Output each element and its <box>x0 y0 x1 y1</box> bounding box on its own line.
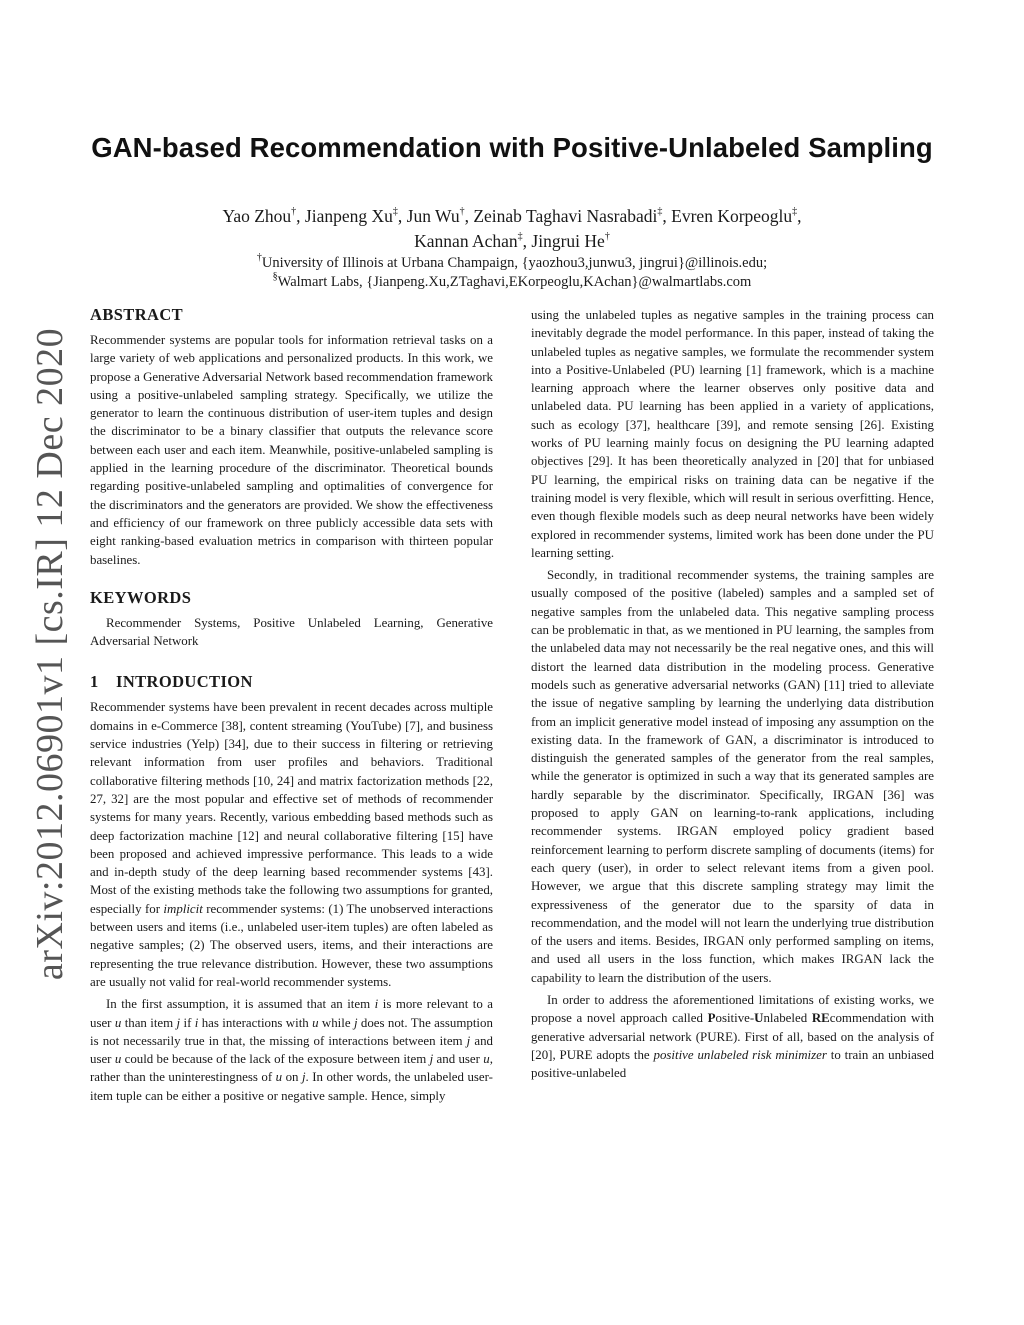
math-var: u <box>275 1070 283 1085</box>
text-run: ositive- <box>715 1011 755 1026</box>
section-title: INTRODUCTION <box>116 672 253 692</box>
text-run: . In other words, the unlabeled user-item tuple can be either a positive or negative sample. Hence, simply <box>90 1070 493 1103</box>
text-run: while <box>321 1015 351 1030</box>
affiliation-text: University of Illinois at Urbana Champaign, {yaozhou3,junwu3, jingrui}@illinois.edu; <box>261 255 768 271</box>
text-run: recommender systems: (1) The unobserved interactions between users and items (i.e., unlabeled user-item tuples) are often labeled as negative samples; (2) The observed users, items, and their interactions are representing the true relevance distribution. However, these two assumptions are usually not valid for real-world recommender systems. <box>90 901 493 989</box>
text-run: and user <box>436 1052 480 1067</box>
author-list-line-2: Kannan Achan‡, Jingrui He† <box>414 231 610 251</box>
text-run: does not. The assumption is not necessarily true in that, the missing of interactions between item <box>90 1015 493 1048</box>
text-run: than item <box>124 1015 174 1030</box>
intro-paragraph-5 <box>531 991 934 1082</box>
text-run: on <box>285 1070 299 1085</box>
text-run: In the first assumption, it is assumed that an item <box>106 997 371 1012</box>
affiliation-mark: § <box>272 271 278 283</box>
author-name: Kannan Achan <box>414 231 518 251</box>
math-var: j <box>353 1015 358 1030</box>
math-var: u <box>483 1052 490 1067</box>
author-name: Jun Wu <box>406 206 460 226</box>
math-var: u <box>114 1052 122 1067</box>
text-run: has interactions with <box>201 1015 309 1030</box>
intro-paragraph-1 <box>90 698 493 991</box>
text-run: and user <box>90 1033 493 1067</box>
math-var: j <box>466 1033 471 1048</box>
abstract-heading: ABSTRACT <box>90 305 184 324</box>
affiliation-mark: † <box>256 252 262 264</box>
intro-paragraph-2 <box>90 995 493 1105</box>
text-run: , rather than the uninterestingness of <box>90 1052 493 1085</box>
intro-paragraph-4: Secondly, in traditional recommender systems, the training samples are usually composed of the positive (labeled) samples and a sampled set of negative samples from the unlabeled data. This negative sampling process can be problematic in that, as we mentioned in PU learning, the samples from the unlabeled data may not necessarily be the real negative ones, and this will distort the learned data distribution in the modeling process. Generative models such as generative adversarial networks (GAN) [11] tried to alleviate the issue of negative sampling by learning the underlying data distribution from an implicit generative model instead of imposing any assumption on the existing data. In the framework of GAN, a discriminator is introduced to distinguish the generated samples of the generator from the real samples, while the generator is optimized in such a way that its generated samples are hardly separable by the discriminator. Specifically, IRGAN [36] was proposed to apply GAN on learning-to-rank applications, including recommender systems. IRGAN employed policy gradient based reinforcement learning to perform discrete sampling of documents (items) for each query (user), in order to select relevant items from a given pool. However, we argue that this discrete sampling strategy may limit the expressiveness of the generator due to the sparsity of data in recommendation, and the model will not learn the underlying true distribution of the users and items. Besides, IRGAN only performed sampling on items, and used all users in the loss function, which makes IRGAN lack the capability to learn the distribution of the users. <box>531 568 934 985</box>
author-name: Zeinab Taghavi Nasrabadi <box>473 206 658 226</box>
intro-paragraph-3: using the unlabeled tuples as negative samples in the training process can inevitably degrade the model performance. In this paper, instead of taking the unlabeled tuples as negative samples, we formulate the recommender system into a Positive-Unlabeled (PU) learning [1] framework, which is a machine learning approach where the learner observes only positive data and unlabeled data. PU learning has been applied in a variety of applications, such as ecology [37], healthcare [39], and remote sensing [26]. Existing works of PU learning mainly focus on designing the PU learning adapted objectives [29]. It has been theoretically analyzed in [20] that for unbiased PU learning, the empirical risks on training data can be negative if the training model is very flexible, which will result in serious overfitting. Hence, even though flexible models such as deep neural networks have been widely explored in recommender systems, limited work has been done under the PU learning setting. <box>531 308 934 560</box>
arxiv-identifier <box>27 327 73 981</box>
affiliation-mark: ‡ <box>392 206 398 218</box>
text-run: to train an unbiased positive-unlabeled <box>531 1047 934 1081</box>
math-var: i <box>374 997 379 1012</box>
text-run: nlabeled <box>763 1011 808 1026</box>
affiliation-1 <box>80 254 944 272</box>
math-var: i <box>194 1015 199 1030</box>
affiliation-mark: † <box>604 231 610 243</box>
arxiv-identifier-text: arXiv:2012.06901v1 [cs.IR] 12 Dec 2020 <box>29 327 71 981</box>
author-name: Evren Korpeoglu <box>671 206 793 226</box>
author-name: Jingrui He <box>531 231 605 251</box>
bold-letter: RE <box>811 1011 830 1026</box>
abstract-text: Recommender systems are popular tools for information retrieval tasks on a large variety of web applications and personalized products. In this work, we propose a Generative Adversarial Network based recommendation framework using a positive-unlabeled sampling strategy. Specifically, we utilize the generator to learn the continuous distribution of user-item tuples and design the discriminator to be a binary classifier that outputs the relevance score between each user and each item. Meanwhile, positive-unlabeled sampling is applied in the learning procedure of the discriminator. Theoretical bounds regarding positive-unlabeled sampling and optimalities of convergence for the discriminators and the generators are provided. We show the effectiveness and efficiency of our framework on three publicly accessible data sets with eight ranking-based evaluation metrics in comparison with thirteen popular baselines. <box>90 333 493 567</box>
bold-letter: P <box>707 1011 716 1026</box>
bold-letter: U <box>754 1011 764 1026</box>
keywords-text: Recommender Systems, Positive Unlabeled Learning, Generative Adversarial Network <box>90 615 493 649</box>
affiliation-2 <box>80 273 944 291</box>
text-run: commendation with generative adversarial network (PURE). First of all, based on the analysis of [20], PURE adopts the <box>531 1011 934 1062</box>
math-var: j <box>429 1052 434 1067</box>
text-run: could be because of the lack of the exposure between item <box>124 1052 427 1067</box>
affiliation-mark: † <box>459 206 465 218</box>
text-run: if <box>183 1015 192 1030</box>
math-var: u <box>312 1015 319 1030</box>
math-var: j <box>301 1070 306 1085</box>
math-var: u <box>114 1015 122 1030</box>
italic-term: positive unlabeled risk minimizer <box>653 1047 827 1062</box>
text-run: In order to address the aforementioned limitations of existing works, we propose a novel approach called <box>531 992 934 1026</box>
section-number: 1 <box>90 672 99 692</box>
keywords-heading: KEYWORDS <box>90 587 192 607</box>
affiliation-mark: ‡ <box>517 231 523 243</box>
author-list-line-1: Yao Zhou†, Jianpeng Xu‡, Jun Wu†, Zeinab Taghavi Nasrabadi‡, Evren Korpeoglu‡, <box>222 206 802 226</box>
math-var: j <box>176 1015 181 1030</box>
italic-term: implicit <box>163 901 203 916</box>
left-column <box>90 305 493 1105</box>
text-run: is more relevant to a user <box>90 997 494 1030</box>
affiliation-mark: † <box>291 206 297 218</box>
paper-title: GAN-based Recommendation with Positive-Unlabeled Sampling <box>91 132 933 163</box>
right-column <box>531 306 934 1082</box>
author-name: Yao Zhou <box>222 206 292 226</box>
affiliation-mark: ‡ <box>792 206 798 218</box>
affiliation-mark: ‡ <box>657 206 663 218</box>
author-name: Jianpeng Xu <box>304 206 393 226</box>
text-run: Recommender systems have been prevalent in recent decades across multiple domains in e-Commerce [38], content streaming (YouTube) [7], and business service industries (Yelp) [34], due to their success in filtering or retrieving relevant information from user profiles and behaviors. Traditional collaborative filtering methods [10, 24] and matrix factorization methods [22, 27, 32] are the most popular and effective set of methods of recommender systems for many years. Recently, various embedding based methods such as deep factorization machine [12] and neural collaborative filtering [15] have been proposed and achieved impressive performance. This leads to a wide and in-depth study of the deep learning based recommender systems [43]. Most of the existing methods take the following two assumptions for granted, especially for <box>90 700 493 916</box>
affiliation-text: Walmart Labs, {Jianpeng.Xu,ZTaghavi,EKorpeoglu,KAchan}@walmartlabs.com <box>277 274 752 290</box>
introduction-heading <box>90 672 493 692</box>
